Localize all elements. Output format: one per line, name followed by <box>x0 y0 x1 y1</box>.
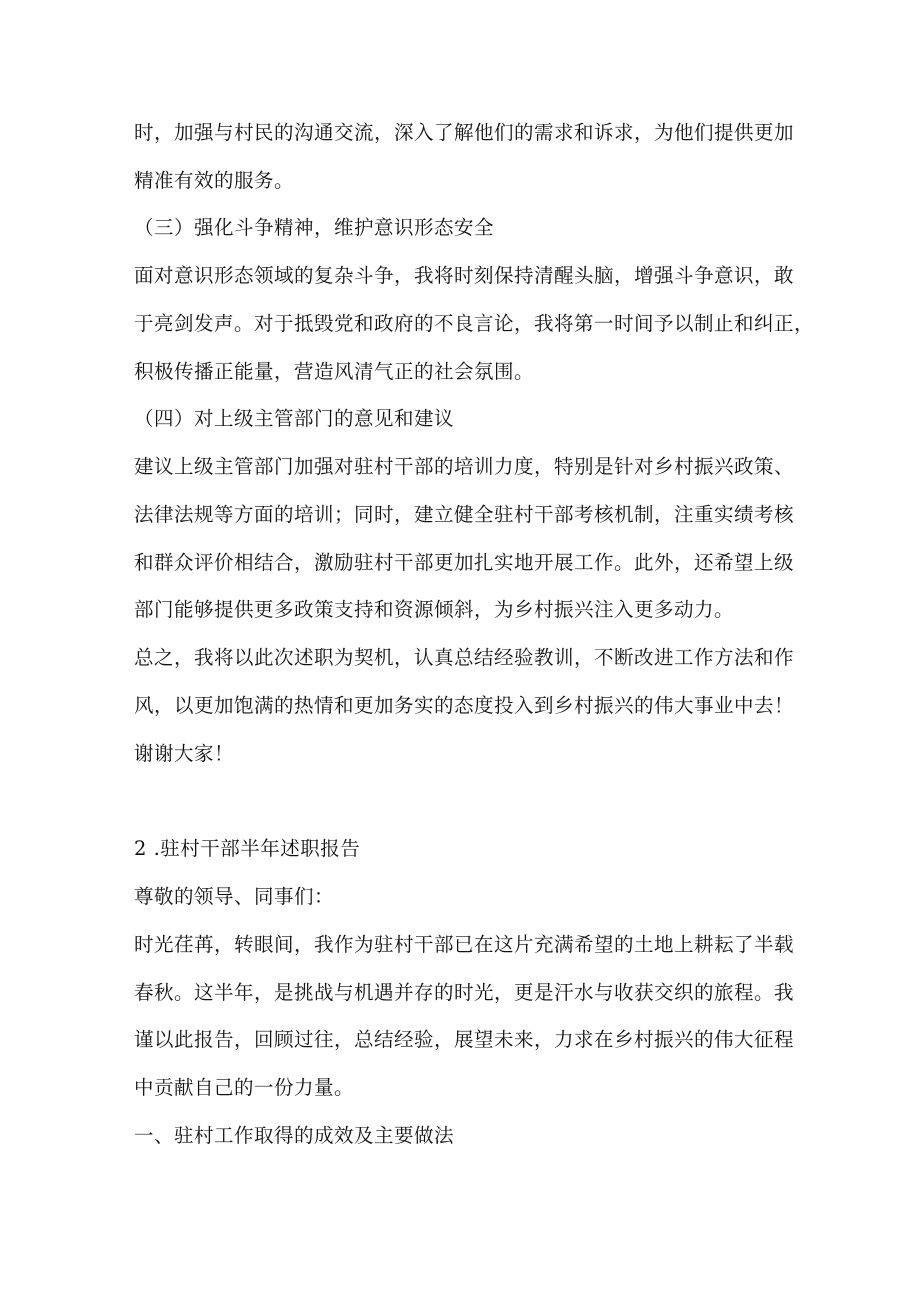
paragraph-line: 中贡献自己的一份力量。 <box>134 1076 355 1099</box>
paragraph-line: 建议上级主管部门加强对驻村干部的培训力度，特别是针对乡村振兴政策、 <box>134 455 795 478</box>
paragraph-line: 总之，我将以此次述职为契机，认真总结经验教训，不断改进工作方法和作 <box>134 646 795 669</box>
salutation: 尊敬的领导、同事们： <box>134 885 335 908</box>
paragraph-line: 法律法规等方面的培训；同时，建立健全驻村干部考核机制，注重实绩考核 <box>134 503 795 526</box>
paragraph-line: 时，加强与村民的沟通交流，深入了解他们的需求和诉求，为他们提供更加 <box>134 121 795 144</box>
paragraph-line: 精准有效的服务。 <box>134 169 295 192</box>
section-heading: 一、驻村工作取得的成效及主要做法 <box>134 1124 455 1147</box>
paragraph-line: 春秋。这半年，是挑战与机遇并存的时光，更是汗水与收获交织的旅程。我 <box>134 981 795 1004</box>
paragraph-line: 时光荏苒，转眼间，我作为驻村干部已在这片充满希望的土地上耕耘了半载 <box>134 933 795 956</box>
paragraph-line: 和群众评价相结合，激励驻村干部更加扎实地开展工作。此外，还希望上级 <box>134 551 795 574</box>
paragraph-line: 部门能够提供更多政策支持和资源倾斜，为乡村振兴注入更多动力。 <box>134 598 735 621</box>
paragraph-line: 谢谢大家！ <box>134 742 235 765</box>
paragraph-line: 谨以此报告，回顾过往，总结经验，展望未来，力求在乡村振兴的伟大征程 <box>134 1028 795 1051</box>
paragraph-line: 风，以更加饱满的热情和更加务实的态度投入到乡村振兴的伟大事业中去！ <box>134 694 795 717</box>
paragraph-line: 积极传播正能量，营造风清气正的社会氛围。 <box>134 360 535 383</box>
report-title: 2 .驻村干部半年述职报告 <box>134 837 361 860</box>
section-heading: （四）对上级主管部门的意见和建议 <box>134 407 455 430</box>
paragraph-line: 面对意识形态领域的复杂斗争，我将时刻保持清醒头脑，增强斗争意识，敢 <box>134 264 795 287</box>
section-heading: （三）强化斗争精神，维护意识形态安全 <box>134 216 495 239</box>
paragraph-line: 于亮剑发声。对于抵毁党和政府的不良言论，我将第一时间予以制止和纠正， <box>134 312 815 335</box>
